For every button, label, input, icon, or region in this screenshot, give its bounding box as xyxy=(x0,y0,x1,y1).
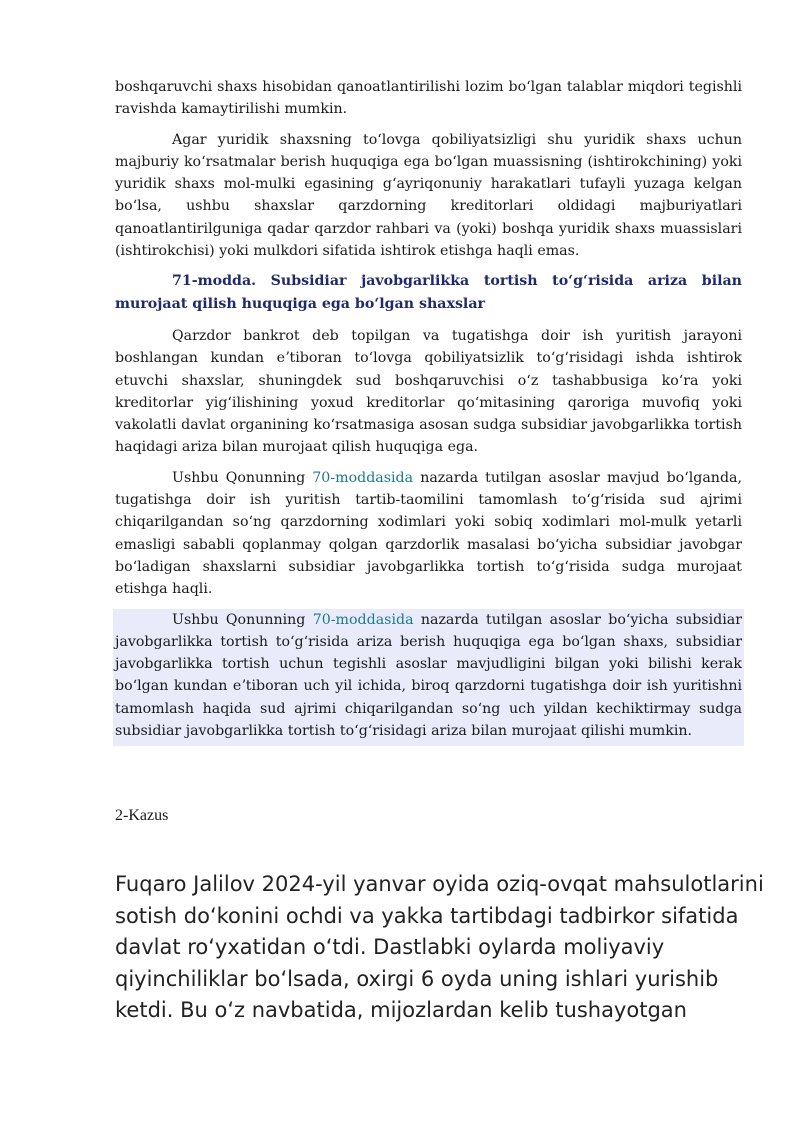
paragraph-4-lead: Ushbu Qonunning xyxy=(172,469,313,486)
kazus-title: 2-Kazus xyxy=(115,807,169,824)
story-line: Fuqaro Jalilov 2024-yil yanvar oyida oziq-ovqat mahsulotlarini xyxy=(115,872,764,896)
story-line: sotish doʻkonini ochdi va yakka tartibdagi tadbirkor sifatida xyxy=(115,903,739,928)
paragraph-5-lead: Ushbu Qonunning xyxy=(172,611,313,628)
law-paragraph-4 xyxy=(115,467,742,601)
article-70-link[interactable]: 70-moddasida xyxy=(312,469,414,486)
law-text-block xyxy=(115,76,742,754)
law-paragraph-2: Agar yuridik shaxsning toʻlovga qobiliyatsizligi shu yuridik shaxs uchun majburiy koʻrsatmalar berish huquqiga ega boʻlgan muassisning (ishtirokchining) yoki yuridik shaxs mol-mulki egasining gʻayriqonuniy harakatlari tufayli yuzaga kelgan boʻlsa, ushbu shaxslar qarzdorning kreditorlari oldidagi majburiyatlari qanoatlantirilguniga qadar qarzdor rahbari va (yoki) boshqa yuridik shaxs muassislari (ishtirokchisi) yoki mulkdori sifatida ishtirok etishga haqli emas. xyxy=(115,131,742,260)
story-line: qiyinchiliklar boʻlsada, oxirgi 6 oyda uning ishlari yurishib xyxy=(115,966,719,991)
article-70-link[interactable]: 70-moddasida xyxy=(312,611,414,628)
law-paragraph-1: boshqaruvchi shaxs hisobidan qanoatlantirilishi lozim boʻlgan talablar miqdori tegishli ravishda kamaytirilishi mumkin. xyxy=(115,79,742,118)
story-line: ketdi. Bu oʻz navbatida, mijozlardan kelib tushayotgan xyxy=(115,998,687,1023)
paragraph-4-rest: nazarda tutilgan asoslar mavjud boʻlganda, tugatishga doir ish yuritish tartib-taomilini tamomlash toʻgʻrisida sud ajrimi chiqarilgandan soʻng qarzdorning xodimlari yoki sobiq xodimlari mol-mulk yetarli emasligi sababli qoplanmay qolgan qarzdorlik masalasi boʻyicha subsidiar javobgar boʻladigan shaxslarni subsidiar javobgarlikka tortish toʻgʻrisida sudga murojaat etishga haqli. xyxy=(115,469,742,598)
paragraph-5-rest: nazarda tutilgan asoslar boʻyicha subsidiar javobgarlikka tortish toʻgʻrisida ariza berish huquqiga ega boʻlgan shaxs, subsidiar javobgarlikka tortish uchun tegishli asoslar mavjudligini bilgan yoki bilishi kerak boʻlgan kundan eʼtiboran uch yil ichida, biroq qarzdorni tugatishga doir ish yuritishni tamomlash haqida sud ajrimi chiqarilgandan soʻng uch yildan kechiktirmay sudga subsidiar javobgarlikka tortish toʻgʻrisidagi ariza bilan murojaat qilishi mumkin. xyxy=(115,611,742,740)
law-paragraph-5-highlighted xyxy=(113,609,744,747)
law-paragraph-3: Qarzdor bankrot deb topilgan va tugatishga doir ish yuritish jarayoni boshlangan kundan eʼtiboran toʻlovga qobiliyatsizlik toʻgʻrisidagi ishda ishtirok etuvchi shaxslar, shuningdek sud boshqaruvchisi oʻz tashabbusiga koʻra yoki kreditorlar yigʻilishining yoxud kreditorlar qoʻmitasining qaroriga muvofiq yoki vakolatli davlat organining koʻrsatmasiga asosan sudga subsidiar javobgarlikka tortish haqidagi ariza bilan murojaat qilish huquqiga ega. xyxy=(115,327,742,456)
case-story-text xyxy=(115,869,764,1027)
article-71-heading: 71-modda. Subsidiar javobgarlikka tortish toʻgʻrisida ariza bilan murojaat qilish huquqiga ega boʻlgan shaxslar xyxy=(115,273,742,312)
story-line: davlat roʻyxatidan oʻtdi. Dastlabki oylarda moliyaviy xyxy=(115,935,665,960)
